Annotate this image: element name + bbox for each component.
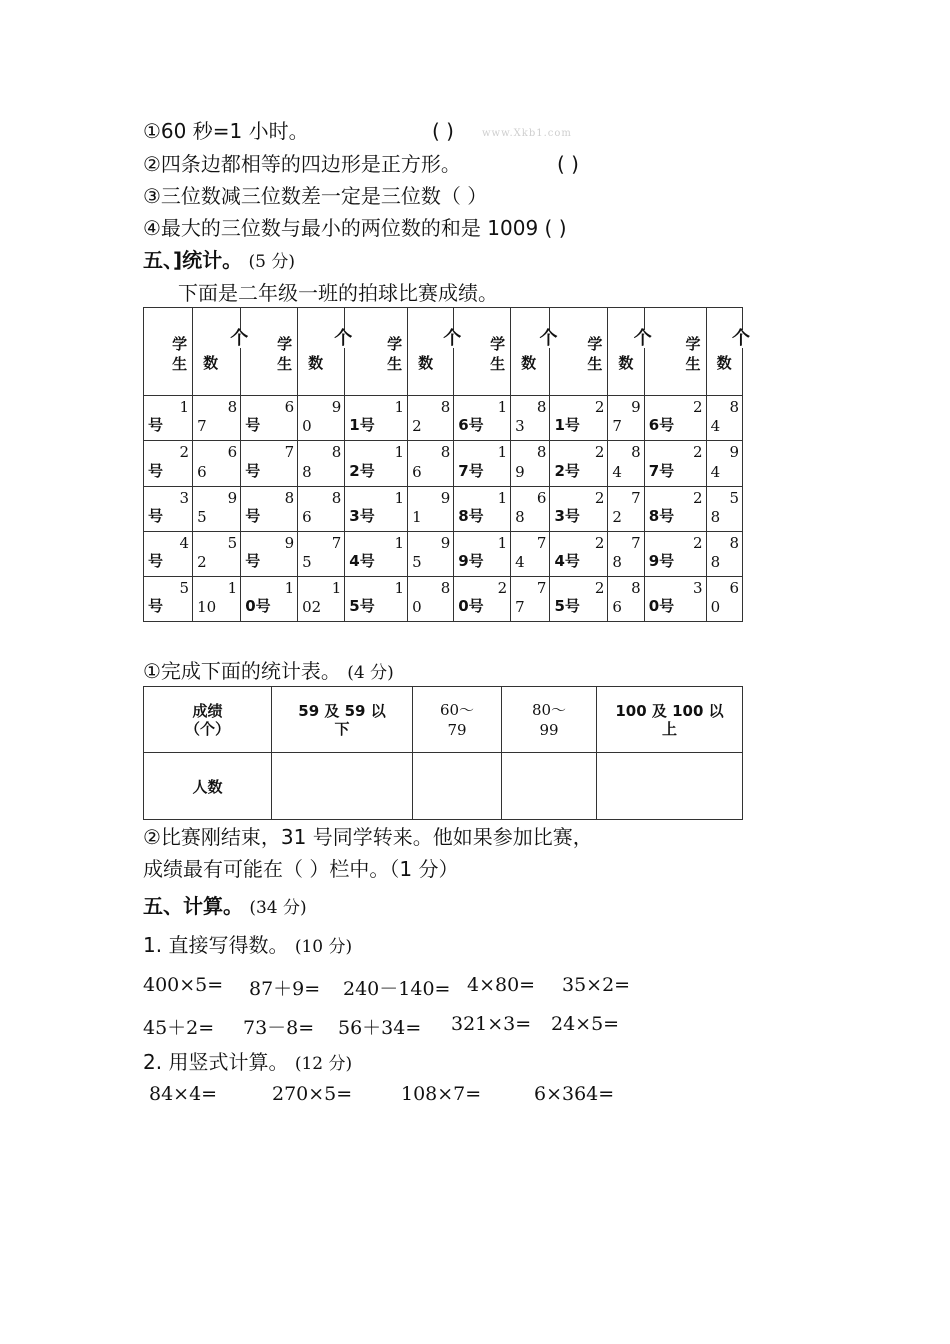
cell-top-text: 2 bbox=[594, 578, 605, 597]
cell-bottom-text: 3号 bbox=[554, 506, 580, 525]
student-number-cell bbox=[454, 531, 511, 576]
score-cell bbox=[193, 441, 241, 486]
stats-count-row bbox=[144, 753, 743, 820]
cell-top-text: 5 bbox=[227, 533, 238, 552]
student-number-cell bbox=[241, 486, 298, 531]
student-number-cell bbox=[241, 531, 298, 576]
cell-bottom-text: 7 bbox=[612, 417, 622, 436]
cell-top-text: 2 bbox=[693, 443, 703, 462]
stats-col-score: 成绩 （个） bbox=[144, 687, 272, 753]
cell-bottom-text: 7 bbox=[197, 417, 207, 436]
student-number-cell bbox=[454, 486, 511, 531]
student-number-cell bbox=[644, 486, 706, 531]
cell-bottom-text: 8 bbox=[710, 552, 721, 571]
cell-bottom-text: 9 bbox=[515, 462, 525, 481]
score-table bbox=[143, 307, 750, 622]
cell-top-text: 6 bbox=[284, 398, 295, 417]
cell-bottom-text: 8 bbox=[612, 552, 622, 571]
stats-input-100[interactable] bbox=[597, 753, 743, 820]
cell-bottom-text: 3号 bbox=[349, 506, 375, 525]
cell-bottom-text: 0 bbox=[710, 598, 721, 616]
student-number-cell bbox=[144, 576, 193, 621]
header-student-cell bbox=[644, 308, 706, 396]
cell-bottom-text: 0号 bbox=[245, 597, 271, 615]
cell-top-text: 6 bbox=[729, 578, 739, 597]
header-count-cell bbox=[298, 308, 353, 396]
cell-bottom-text: 5 bbox=[197, 507, 207, 526]
cell-top-text: 1 bbox=[331, 578, 342, 597]
cell-top-text: 1 bbox=[179, 398, 190, 417]
cell-top-text: 2 bbox=[594, 488, 605, 507]
table-row bbox=[144, 576, 743, 621]
student-number-cell bbox=[144, 441, 193, 486]
cell-bottom-text: 4 bbox=[710, 417, 721, 436]
score-cell bbox=[511, 486, 550, 531]
calc-heading: 五、计算。 (34 分) bbox=[143, 894, 307, 918]
cell-top-text: 1 bbox=[227, 578, 238, 597]
score-cell bbox=[511, 396, 550, 441]
header-count-cell bbox=[511, 308, 558, 396]
cell-top-text: 2 bbox=[693, 533, 703, 552]
score-cell bbox=[608, 576, 644, 621]
student-number-cell bbox=[550, 576, 608, 621]
header-student-label: 学 生 bbox=[685, 335, 701, 373]
header-count-label: 数 bbox=[203, 354, 219, 372]
stats-input-80-99[interactable] bbox=[502, 753, 597, 820]
cell-bottom-text: 7号 bbox=[458, 461, 484, 480]
cell-top-text: 2 bbox=[693, 398, 703, 417]
cell-bottom-text: 1号 bbox=[554, 416, 580, 435]
header-count-label: 数 bbox=[618, 354, 634, 372]
table-row bbox=[144, 531, 743, 576]
cell-top-text: 7 bbox=[631, 488, 641, 507]
score-cell bbox=[706, 396, 742, 441]
header-student-cell bbox=[454, 308, 511, 396]
score-cell bbox=[193, 576, 241, 621]
transfer-line2: 成绩最有可能在（ ）栏中。（1 分） bbox=[143, 857, 459, 881]
stats-col-80-99: 80～ 99 bbox=[502, 687, 597, 753]
cell-bottom-text: 02 bbox=[302, 598, 322, 616]
cell-top-text: 8 bbox=[729, 398, 739, 417]
score-cell bbox=[706, 531, 742, 576]
calc-item: 87＋9= bbox=[249, 978, 321, 1000]
student-number-cell bbox=[345, 531, 408, 576]
cell-top-text: 9 bbox=[331, 398, 342, 417]
cell-bottom-text: 1号 bbox=[349, 416, 375, 435]
header-student-label: 学 生 bbox=[277, 335, 293, 373]
score-cell bbox=[193, 486, 241, 531]
stats-col-60-79: 60～ 79 bbox=[413, 687, 502, 753]
cell-top-text: 3 bbox=[179, 488, 190, 507]
cell-bottom-text: 0 bbox=[412, 598, 422, 616]
stats-input-60-79[interactable] bbox=[413, 753, 502, 820]
score-cell bbox=[608, 486, 644, 531]
score-cell bbox=[408, 576, 454, 621]
cell-top-text: 2 bbox=[594, 398, 605, 417]
calc-item: 84×4= bbox=[149, 1083, 218, 1105]
student-number-cell bbox=[644, 576, 706, 621]
score-cell bbox=[298, 441, 345, 486]
student-number-cell bbox=[454, 576, 511, 621]
stats-row-label: 人数 bbox=[144, 753, 272, 820]
cell-top-text: 8 bbox=[284, 488, 295, 507]
cell-bottom-text: 2号 bbox=[554, 461, 580, 480]
header-unit-label: 个 bbox=[633, 328, 652, 349]
cell-bottom-text: 6号 bbox=[648, 416, 675, 435]
cell-bottom-text: 号 bbox=[148, 506, 164, 525]
student-number-cell bbox=[241, 441, 298, 486]
cell-bottom-text: 2 bbox=[412, 417, 422, 436]
calc-item: 35×2= bbox=[562, 974, 631, 996]
score-cell bbox=[193, 396, 241, 441]
student-number-cell bbox=[345, 576, 408, 621]
judge-q2: ②四条边都相等的四边形是正方形。 bbox=[143, 152, 461, 176]
student-number-cell bbox=[241, 576, 298, 621]
cell-bottom-text: 号 bbox=[245, 506, 261, 525]
header-count-cell bbox=[408, 308, 462, 396]
cell-bottom-text: 6 bbox=[197, 462, 207, 481]
calc-part1: 1. 直接写得数。 (10 分) bbox=[143, 933, 353, 957]
score-cell bbox=[408, 531, 454, 576]
student-number-cell bbox=[144, 531, 193, 576]
header-student-label: 学 生 bbox=[587, 335, 603, 373]
cell-bottom-text: 5 bbox=[412, 552, 422, 571]
cell-top-text: 8 bbox=[729, 533, 739, 552]
cell-top-text: 8 bbox=[631, 578, 641, 597]
student-number-cell bbox=[644, 531, 706, 576]
cell-bottom-text: 6 bbox=[302, 507, 312, 526]
judge-q1-paren[interactable]: ( ) bbox=[432, 119, 454, 143]
score-cell bbox=[408, 486, 454, 531]
student-number-cell bbox=[644, 441, 706, 486]
student-number-cell bbox=[550, 486, 608, 531]
watermark: www.Xkb1.com bbox=[482, 128, 572, 139]
header-student-cell bbox=[345, 308, 408, 396]
cell-bottom-text: 6 bbox=[612, 598, 622, 616]
cell-bottom-text: 0号 bbox=[458, 597, 484, 615]
calc-part2: 2. 用竖式计算。 (12 分) bbox=[143, 1050, 353, 1074]
score-cell bbox=[706, 486, 742, 531]
cell-top-text: 8 bbox=[331, 488, 342, 507]
calc-item: 400×5= bbox=[143, 974, 224, 996]
cell-bottom-text: 3 bbox=[515, 417, 525, 436]
header-student-label: 学 生 bbox=[172, 335, 188, 373]
cell-top-text: 1 bbox=[394, 398, 405, 417]
score-cell bbox=[408, 396, 454, 441]
score-table-header bbox=[144, 308, 743, 396]
cell-top-text: 8 bbox=[536, 398, 547, 417]
student-number-cell bbox=[550, 531, 608, 576]
header-count-cell bbox=[608, 308, 652, 396]
stats-table bbox=[143, 686, 743, 820]
cell-bottom-text: 8 bbox=[515, 507, 525, 526]
stat-intro: 下面是二年级一班的拍球比赛成绩。 bbox=[178, 281, 498, 305]
cell-top-text: 1 bbox=[497, 443, 508, 462]
judge-q1: ①60 秒=1 小时。 bbox=[143, 119, 309, 143]
score-cell bbox=[511, 576, 550, 621]
cell-top-text: 9 bbox=[440, 488, 451, 507]
cell-top-text: 1 bbox=[284, 578, 295, 597]
cell-top-text: 1 bbox=[394, 533, 405, 552]
header-student-cell bbox=[550, 308, 608, 396]
student-number-cell bbox=[345, 441, 408, 486]
cell-bottom-text: 2 bbox=[197, 552, 207, 571]
student-number-cell bbox=[454, 396, 511, 441]
cell-bottom-text: 4 bbox=[515, 552, 525, 571]
cell-bottom-text: 号 bbox=[148, 551, 164, 570]
cell-top-text: 9 bbox=[227, 488, 238, 507]
cell-top-text: 1 bbox=[497, 398, 508, 417]
cell-top-text: 8 bbox=[440, 398, 451, 417]
cell-top-text: 2 bbox=[497, 578, 508, 597]
score-cell bbox=[298, 531, 345, 576]
table-row bbox=[144, 441, 743, 486]
calc-item: 4×80= bbox=[467, 974, 536, 996]
cell-bottom-text: 4号 bbox=[349, 551, 375, 570]
cell-top-text: 1 bbox=[497, 488, 508, 507]
judge-q4: ④最大的三位数与最小的两位数的和是 1009 ( ) bbox=[143, 216, 567, 240]
score-cell bbox=[706, 576, 742, 621]
header-student-label: 学 生 bbox=[490, 335, 506, 373]
cell-top-text: 7 bbox=[631, 533, 641, 552]
stat-heading: 五、]统计。 (5 分) bbox=[143, 248, 295, 272]
cell-top-text: 7 bbox=[536, 578, 547, 597]
cell-top-text: 3 bbox=[693, 578, 703, 597]
score-cell bbox=[608, 531, 644, 576]
score-cell bbox=[408, 441, 454, 486]
header-unit-label: 个 bbox=[443, 328, 462, 349]
cell-top-text: 7 bbox=[331, 533, 342, 552]
calc-item: 108×7= bbox=[401, 1083, 482, 1105]
cell-bottom-text: 0号 bbox=[648, 597, 675, 615]
cell-top-text: 1 bbox=[497, 533, 508, 552]
stats-col-59: 59 及 59 以 下 bbox=[272, 687, 413, 753]
cell-bottom-text: 号 bbox=[148, 597, 164, 615]
calc-item: 73－8= bbox=[243, 1017, 315, 1039]
transfer-line1: ②比赛刚结束，31 号同学转来。他如果参加比赛， bbox=[143, 825, 593, 849]
cell-top-text: 1 bbox=[394, 443, 405, 462]
score-cell bbox=[608, 441, 644, 486]
header-count-label: 数 bbox=[521, 354, 537, 372]
student-number-cell bbox=[241, 396, 298, 441]
cell-bottom-text: 1 bbox=[412, 507, 422, 526]
header-unit-label: 个 bbox=[230, 328, 249, 349]
calc-item: 56＋34= bbox=[338, 1017, 422, 1039]
header-count-label: 数 bbox=[418, 354, 434, 372]
cell-top-text: 6 bbox=[536, 488, 547, 507]
cell-bottom-text: 8 bbox=[302, 462, 312, 481]
calc-item: 24×5= bbox=[551, 1013, 620, 1035]
calc-item: 240－140= bbox=[343, 978, 451, 1000]
cell-top-text: 8 bbox=[631, 443, 641, 462]
cell-top-text: 8 bbox=[536, 443, 547, 462]
student-number-cell bbox=[345, 396, 408, 441]
cell-bottom-text: 8号 bbox=[648, 506, 675, 525]
cell-bottom-text: 8 bbox=[710, 507, 721, 526]
cell-top-text: 7 bbox=[536, 533, 547, 552]
cell-top-text: 9 bbox=[440, 533, 451, 552]
student-number-cell bbox=[550, 396, 608, 441]
cell-top-text: 6 bbox=[227, 443, 238, 462]
cell-top-text: 5 bbox=[729, 488, 739, 507]
student-number-cell bbox=[144, 486, 193, 531]
cell-bottom-text: 号 bbox=[245, 551, 261, 570]
cell-bottom-text: 4号 bbox=[554, 551, 580, 570]
cell-bottom-text: 6号 bbox=[458, 416, 484, 435]
cell-top-text: 9 bbox=[729, 443, 739, 462]
stats-input-59[interactable] bbox=[272, 753, 413, 820]
cell-bottom-text: 号 bbox=[245, 461, 261, 480]
cell-top-text: 9 bbox=[284, 533, 295, 552]
header-student-label: 学 生 bbox=[387, 335, 403, 373]
score-cell bbox=[298, 396, 345, 441]
cell-bottom-text: 9号 bbox=[458, 551, 484, 570]
student-number-cell bbox=[454, 441, 511, 486]
cell-bottom-text: 号 bbox=[245, 416, 261, 435]
cell-top-text: 9 bbox=[631, 398, 641, 417]
cell-bottom-text: 10 bbox=[197, 598, 217, 616]
cell-bottom-text: 2号 bbox=[349, 461, 375, 480]
cell-bottom-text: 7号 bbox=[648, 461, 675, 480]
score-cell bbox=[298, 576, 345, 621]
header-count-label: 数 bbox=[716, 354, 732, 372]
cell-bottom-text: 4 bbox=[710, 462, 721, 481]
cell-bottom-text: 7 bbox=[515, 598, 525, 616]
header-count-label: 数 bbox=[308, 354, 324, 372]
cell-bottom-text: 5号 bbox=[349, 597, 375, 615]
cell-bottom-text: 4 bbox=[612, 462, 622, 481]
score-cell bbox=[511, 441, 550, 486]
cell-top-text: 8 bbox=[227, 398, 238, 417]
cell-bottom-text: 5号 bbox=[554, 597, 580, 615]
student-number-cell bbox=[644, 396, 706, 441]
stats-col-100: 100 及 100 以 上 bbox=[597, 687, 743, 753]
student-number-cell bbox=[550, 441, 608, 486]
cell-bottom-text: 6 bbox=[412, 462, 422, 481]
header-unit-label: 个 bbox=[539, 328, 558, 349]
cell-bottom-text: 号 bbox=[148, 416, 164, 435]
judge-q3: ③三位数减三位数差一定是三位数（ ） bbox=[143, 184, 488, 208]
cell-top-text: 8 bbox=[440, 443, 451, 462]
student-number-cell bbox=[345, 486, 408, 531]
cell-top-text: 2 bbox=[693, 488, 703, 507]
cell-top-text: 2 bbox=[179, 443, 190, 462]
calc-item: 270×5= bbox=[272, 1083, 353, 1105]
calc-item: 45＋2= bbox=[143, 1017, 215, 1039]
cell-top-text: 1 bbox=[394, 578, 405, 597]
score-cell bbox=[511, 531, 550, 576]
cell-top-text: 5 bbox=[179, 578, 190, 597]
header-unit-label: 个 bbox=[334, 328, 353, 349]
student-number-cell bbox=[144, 396, 193, 441]
cell-top-text: 2 bbox=[594, 443, 605, 462]
calc-item: 321×3= bbox=[451, 1013, 532, 1035]
cell-bottom-text: 9号 bbox=[648, 551, 675, 570]
cell-bottom-text: 8号 bbox=[458, 506, 484, 525]
header-count-cell bbox=[706, 308, 750, 396]
cell-top-text: 2 bbox=[594, 533, 605, 552]
stats-header-row bbox=[144, 687, 743, 753]
header-count-cell bbox=[193, 308, 249, 396]
cell-bottom-text: 号 bbox=[148, 461, 164, 480]
header-student-cell bbox=[144, 308, 193, 396]
header-unit-label: 个 bbox=[732, 328, 750, 349]
cell-top-text: 4 bbox=[179, 533, 190, 552]
table-row bbox=[144, 396, 743, 441]
stats-task-title: ①完成下面的统计表。 (4 分) bbox=[143, 659, 394, 683]
judge-q2-paren[interactable]: ( ) bbox=[557, 152, 579, 176]
cell-top-text: 8 bbox=[331, 443, 342, 462]
cell-bottom-text: 5 bbox=[302, 552, 312, 571]
calc-item: 6×364= bbox=[534, 1083, 615, 1105]
cell-bottom-text: 0 bbox=[302, 417, 312, 436]
score-cell bbox=[608, 396, 644, 441]
header-student-cell bbox=[241, 308, 298, 396]
score-cell bbox=[298, 486, 345, 531]
cell-bottom-text: 2 bbox=[612, 507, 622, 526]
cell-top-text: 1 bbox=[394, 488, 405, 507]
score-cell bbox=[193, 531, 241, 576]
cell-top-text: 8 bbox=[440, 578, 451, 597]
cell-top-text: 7 bbox=[284, 443, 295, 462]
table-row bbox=[144, 486, 743, 531]
score-cell bbox=[706, 441, 742, 486]
